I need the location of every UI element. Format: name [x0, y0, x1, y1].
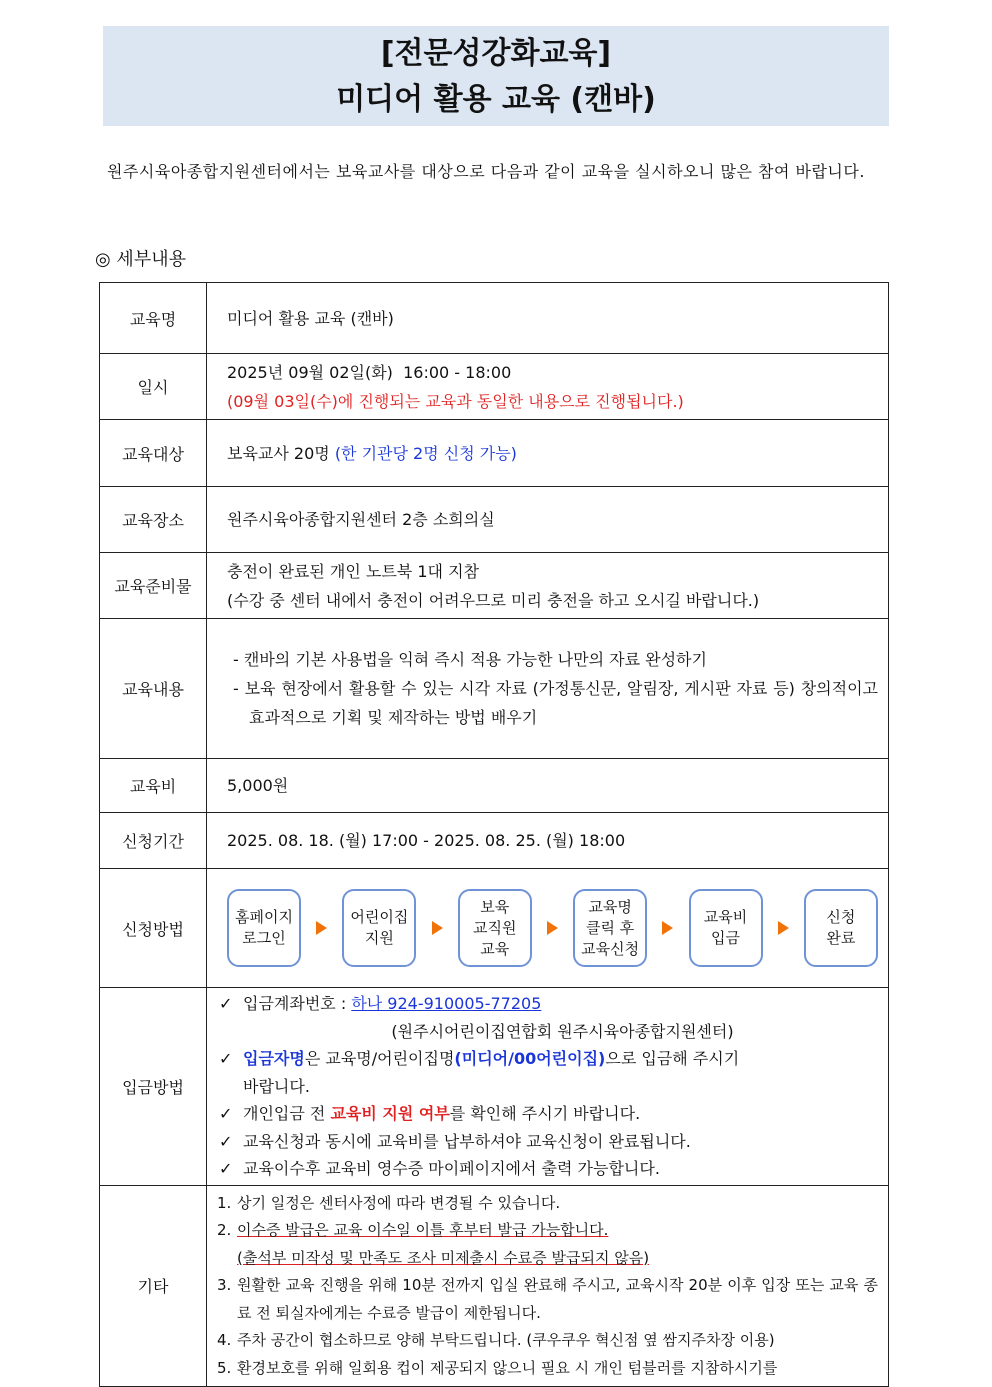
label-course-name: 교육명: [100, 283, 207, 354]
checkmark-icon: ✓: [219, 1159, 233, 1178]
prep-item: 충전이 완료된 개인 노트북 1대 지참: [227, 561, 479, 581]
payment-depositor: ✓ 입금자명은 교육명/어린이집명(미디어/00어린이집)으로 입금해 주시기: [217, 1045, 878, 1073]
etc-item-3: 3. 원활한 교육 진행을 위해 10분 전까지 입실 완료해 주시고, 교육시작 20분 이후 입장 또는 교육 종료 전 퇴실자에게는 수료증 발급이 제한됩니다.: [217, 1276, 878, 1322]
checkmark-icon: ✓: [219, 1131, 233, 1151]
date-time: 2025년 09월 02일(화) 16:00 - 18:00: [227, 362, 512, 382]
label-date: 일시: [100, 354, 207, 420]
row-etc: [100, 1185, 889, 1387]
value-prep: [207, 553, 889, 619]
checkmark-icon: ✓: [219, 994, 233, 1013]
section-title: ◎ 세부내용: [95, 249, 186, 270]
value-content: [207, 619, 889, 759]
step-arrow-icon: [547, 921, 558, 935]
row-date: [100, 354, 889, 420]
value-method: [207, 869, 889, 988]
step-arrow-icon: [316, 921, 327, 935]
value-etc: [207, 1185, 889, 1387]
title-banner: [103, 26, 889, 126]
etc-item-2-note: (출석부 미작성 및 만족도 조사 미제출시 수료증 발급되지 않음): [237, 1248, 650, 1267]
value-fee: 5,000원: [207, 759, 889, 813]
intro-paragraph: 원주시육아종합지원센터에서는 보육교사를 대상으로 다음과 같이 교육을 실시하오니 많은 참여 바랍니다.: [107, 162, 865, 181]
page-title-category: [전문성강화교육]: [380, 36, 612, 71]
value-date: [207, 354, 889, 420]
payment-account: ✓ 입금계좌번호 : 하나 924-910005-77205: [217, 990, 878, 1018]
etc-item-1: 1. 상기 일정은 센터사정에 따라 변경될 수 있습니다.: [217, 1193, 561, 1212]
step-daycare-support: 어린이집 지원: [342, 889, 416, 967]
label-method: 신청방법: [100, 869, 207, 988]
content-item-1: - 캔바의 기본 사용법을 익혀 즉시 적용 가능한 나만의 자료 완성하기: [233, 650, 707, 669]
row-method: [100, 869, 889, 988]
label-period: 신청기간: [100, 813, 207, 869]
step-staff-education: 보육 교직원 교육: [458, 889, 532, 967]
row-course-name: [100, 283, 889, 354]
step-click-apply: 교육명 클릭 후 교육신청: [573, 889, 647, 967]
label-place: 교육장소: [100, 487, 207, 553]
step-complete: 신청 완료: [804, 889, 878, 967]
application-steps: [207, 889, 888, 967]
payment-depositor-cont: 바랍니다.: [243, 1076, 310, 1096]
value-place: 원주시육아종합지원센터 2층 소희의실: [207, 487, 889, 553]
checkmark-icon: ✓: [219, 1049, 233, 1068]
target-count: 보육교사 20명: [227, 443, 335, 463]
label-payment: 입금방법: [100, 988, 207, 1186]
payment-notice-2: ✓ 교육이수후 교육비 영수증 마이페이지에서 출력 가능합니다.: [217, 1155, 878, 1183]
label-target: 교육대상: [100, 420, 207, 487]
etc-item-5: 5. 환경보호를 위해 일회용 컵이 제공되지 않으니 필요 시 개인 텀블러를 지참하시기를: [217, 1358, 778, 1377]
value-payment: [207, 988, 889, 1186]
label-prep: 교육준비물: [100, 553, 207, 619]
page-title: 미디어 활용 교육 (캔바): [336, 82, 656, 117]
row-fee: [100, 759, 889, 813]
step-homepage-login: 홈페이지 로그인: [227, 889, 301, 967]
content-item-2: - 보육 현장에서 활용할 수 있는 시각 자료 (가정통신문, 알림장, 게시판 자료 등) 창의적이고 효과적으로 기획 및 제작하는 방법 배우기: [233, 679, 878, 727]
value-course-name: 미디어 활용 교육 (캔바): [207, 283, 889, 354]
label-content: 교육내용: [100, 619, 207, 759]
etc-item-2: 2. 이수증 발급은 교육 이수일 이틀 후부터 발급 가능합니다.: [217, 1221, 609, 1239]
value-target: [207, 420, 889, 487]
account-number: 하나 924-910005-77205: [351, 994, 542, 1013]
step-pay-fee: 교육비 입금: [689, 889, 763, 967]
row-place: [100, 487, 889, 553]
label-fee: 교육비: [100, 759, 207, 813]
step-arrow-icon: [662, 921, 673, 935]
row-payment: [100, 988, 889, 1186]
target-note: (한 기관당 2명 신청 가능): [334, 443, 517, 463]
date-note: (09월 03일(수)에 진행되는 교육과 동일한 내용으로 진행됩니다.): [227, 391, 684, 411]
row-period: [100, 813, 889, 869]
label-etc: 기타: [100, 1185, 207, 1387]
row-target: [100, 420, 889, 487]
step-arrow-icon: [432, 921, 443, 935]
account-holder: (원주시어린이집연합회 원주시육아종합지원센터): [391, 1021, 734, 1041]
row-prep: [100, 553, 889, 619]
prep-note: (수강 중 센터 내에서 충전이 어려우므로 미리 충전을 하고 오시길 바랍니다.): [227, 590, 760, 610]
payment-personal: ✓ 개인입금 전 교육비 지원 여부를 확인해 주시기 바랍니다.: [217, 1100, 878, 1128]
etc-item-4: 4. 주차 공간이 협소하므로 양해 부탁드립니다. (쿠우쿠우 혁신점 옆 쌈지주차장 이용): [217, 1331, 775, 1349]
details-table: [99, 282, 889, 1387]
step-arrow-icon: [778, 921, 789, 935]
value-period: 2025. 08. 18. (월) 17:00 - 2025. 08. 25. (월) 18:00: [207, 813, 889, 869]
row-content: [100, 619, 889, 759]
checkmark-icon: ✓: [219, 1104, 233, 1123]
payment-notice-1: ✓ 교육신청과 동시에 교육비를 납부하셔야 교육신청이 완료됩니다.: [217, 1128, 878, 1156]
